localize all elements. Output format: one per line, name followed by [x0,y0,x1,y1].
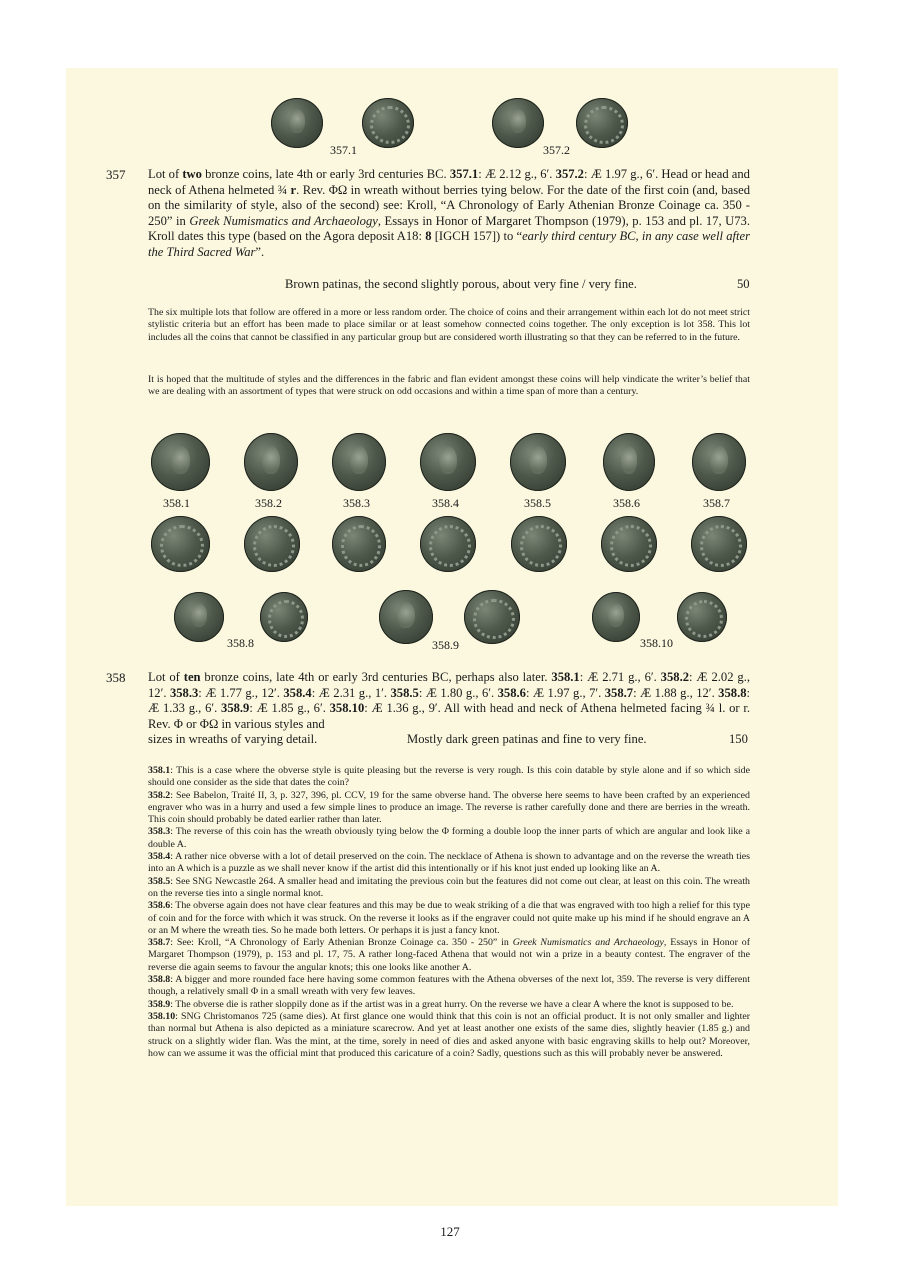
coin-358-3-reverse [332,516,386,572]
lot-description: Lot of two bronze coins, late 4th or early 3rd centuries BC. 357.1: Æ 2.12 g., 6′. 357.2: Æ 1.97 g., 6′. Head or head and neck of Athena helmeted ¾ r. Rev. ΦΩ in wreath without berries tying below. For the date of the first coin (and, based on the similarity of style, also of the second) see: Kroll, “A Chronology of Early Athenian Bronze Coinage ca. 350 - 250” in Greek Numismatics and Archaeology, Essays in Honor of Margaret Thompson (1979), p. 153 and pl. 17, U73. Kroll dates this type (based on the Agora deposit A18: 8 [IGCH 157]) to “early third century BC, in any case well after the Third Sacred War”. [148,167,750,259]
lot-condition: Mostly dark green patinas and fine to very fine. [407,732,647,746]
coin-358-2-obverse [244,433,298,491]
coin-label: 358.6 [613,496,640,510]
coin-note: 358.1: This is a case where the obverse style is quite pleasing but the reverse is very rough. Is this coin datable by style alone and if so which side should one consider as the side that dates the coin? [148,765,750,789]
coin-label: 358.5 [524,496,551,510]
coin-note: 358.7: See: Kroll, “A Chronology of Early Athenian Bronze Coinage ca. 350 - 250” in Greek Numismatics and Archaeology, Essays in Honor of Margaret Thompson (1979), p. 153 and pl. 17, 75. A rather long-faced Athena that would not win a prize in a beauty contest. The engraver of the reverse die again seems to favour the angular knots; this one looks like another A. [148,937,750,973]
coin-label: 357.1 [330,143,357,157]
coin-note: 358.9: The obverse die is rather sloppily done as if the artist was in a great hurry. On the reverse we have a clear A where the knot is supposed to be. [148,998,734,1010]
coin-358-1-obverse [151,433,210,491]
coin-358-4-reverse [420,516,476,572]
coin-357-1-reverse [362,98,414,148]
coin-note: 358.8: A bigger and more rounded face here having some common features with the Athena obverses of the next lot, 359. The reverse is very different though, a relatively small Φ in a small wreath with very few leaves. [148,974,750,998]
intro-paragraph: The six multiple lots that follow are offered in a more or less random order. The choice of coins and their arrangement within each lot do not meet strict stylistic criteria but an effort has been made to place similar or at least somehow connected coins together. The only exception is lot 358. This lot includes all the coins that cannot be classified in any particular group but are considered worth illustrating so that they can be referred to in the future. [148,307,750,343]
coin-note: 358.3: The reverse of this coin has the wreath obviously tying below the Φ forming a double loop the inner parts of which are angular and look like a double A. [148,826,750,850]
coin-358-3-obverse [332,433,386,491]
coin-note: 358.5: See SNG Newcastle 264. A smaller head and imitating the previous coin but the features did not come out clear, at least on this coin. The wreath on the reverse ties into a single normal knot. [148,875,750,899]
coin-note: 358.10: SNG Christomanos 725 (same dies). At first glance one would think that this coin is not an official product. It is not only smaller and lighter than normal but Athena is also depicted as a miniature scarecrow. And yet at least another one exists of the same dies, slightly heavier (1.85 g.) and struck on a slightly wider flan. Was the mint, at the time, sorely in need of dies and asked anyone with basic engraving skills to help out? Moreover, how can we assume it was the official mint that produced this caricature of a coin? Sadly, questions such as this will probably never be answered. [148,1010,750,1059]
coin-358-8-reverse [260,592,308,642]
coin-357-2-obverse [492,98,544,148]
lot-description-last-line: sizes in wreaths of varying detail. [148,732,318,746]
coin-358-1-reverse [151,516,210,572]
coin-label: 358.7 [703,496,730,510]
coin-358-9-obverse [379,590,433,644]
coin-358-5-reverse [511,516,567,572]
coin-label: 358.3 [343,496,370,510]
coin-358-4-obverse [420,433,476,491]
coin-358-7-reverse [691,516,747,572]
coin-358-7-obverse [692,433,746,491]
coin-label: 358.4 [432,496,459,510]
lot-number: 357 [106,167,126,182]
coin-358-2-reverse [244,516,300,572]
lot-number: 358 [106,670,126,685]
coin-label: 358.10 [640,636,673,650]
coin-note: 358.6: The obverse again does not have clear features and this may be due to weak striking of a die that was engraved with too high a relief for this type of coin and for the force with which it was struck. On the reverse it looks as if the engraver could not quite make up his mind if he should engrave an A or an M where the wreath ties. So he made both letters. Or perhaps it is just a fancy knot. [148,900,750,936]
coin-358-6-obverse [603,433,655,491]
coin-358-8-obverse [174,592,224,642]
coin-358-9-reverse [464,590,520,644]
coin-note: 358.2: See Babelon, Traité II, 3, p. 327, 396, pl. CCV, 19 for the same obverse hand. The obverse here seems to have been crafted by an experienced engraver who was in a hurry and used a few simple lines to produce an image. The reverse is rather carefully done and there are berries in the wreath. This coin should probably be dated earlier rather than later. [148,789,750,826]
coin-note: 358.4: A rather nice obverse with a lot of detail preserved on the coin. The necklace of Athena is shown to advantage and on the reverse the wreath ties into an A which is a puzzle as we shall never know if the artist did this intentionally or if his knot just ended up looking like an A. [148,851,750,875]
coin-358-6-reverse [601,516,657,572]
coin-357-1-obverse [271,98,323,148]
coin-358-10-reverse [677,592,727,642]
coin-label: 358.9 [432,638,459,652]
coin-357-2-reverse [576,98,628,148]
coin-label: 358.2 [255,496,282,510]
intro-paragraph: It is hoped that the multitude of styles and the differences in the fabric and flan evident amongst these coins will help vindicate the writer’s belief that we are dealing with an assortment of types that were struck on odd occasions and within a time span of more than a century. [148,374,750,398]
page-number: 127 [440,1224,460,1239]
lot-estimate: 50 [737,277,750,291]
lot-description: Lot of ten bronze coins, late 4th or early 3rd centuries BC, perhaps also later. 358.1: Æ 2.71 g., 6′. 358.2: Æ 2.02 g., 12′. 358.3: Æ 1.77 g., 12′. 358.4: Æ 2.31 g., 1′. 358.5: Æ 1.80 g., 6′. 358.6: Æ 1.97 g., 7′. 358.7: Æ 1.88 g., 12′. 358.8: Æ 1.33 g., 6′. 358.9: Æ 1.85 g., 6′. 358.10: Æ 1.36 g., 9′. All with head and neck of Athena helmeted facing ¾ l. or r. Rev. Φ or ΦΩ in various styles and [148,670,751,731]
lot-estimate: 150 [729,732,748,746]
coin-label: 358.1 [163,496,190,510]
coin-358-10-obverse [592,592,640,642]
coin-label: 357.2 [543,143,570,157]
coin-358-5-obverse [510,433,566,491]
coin-label: 358.8 [227,636,254,650]
lot-condition: Brown patinas, the second slightly porous, about very fine / very fine. [285,277,637,291]
coin-notes [148,765,750,1060]
